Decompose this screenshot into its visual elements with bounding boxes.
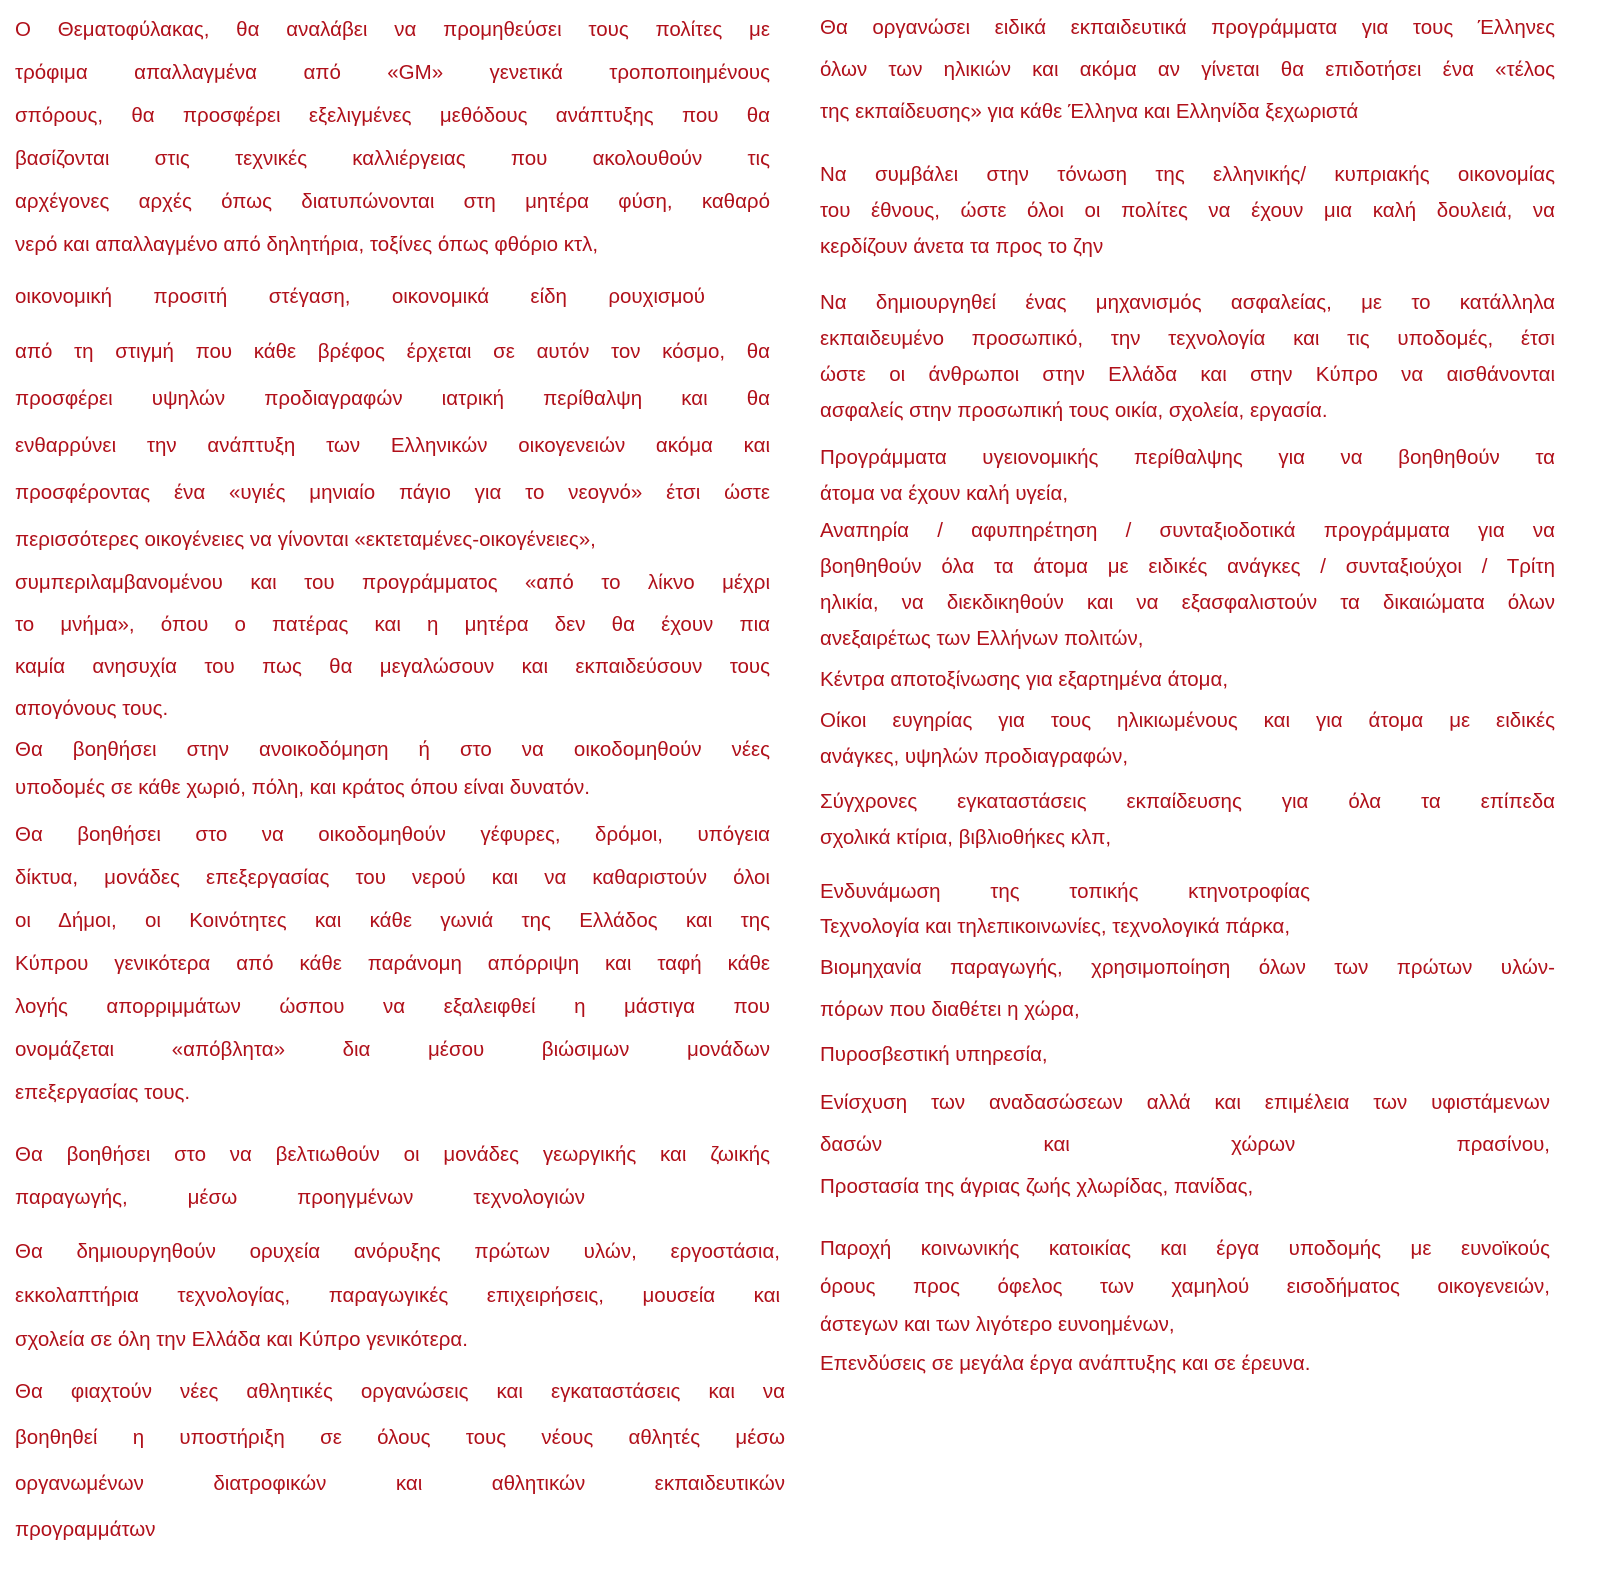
text-line: ονομάζεται «απόβλητα» δια μέσου βιώσιμων μονάδων xyxy=(15,1038,770,1061)
text-line: λογής απορριμμάτων ώσπου να εξαλειφθεί η μάστιγα που xyxy=(15,995,770,1018)
text-line: επεξεργασίας τους. xyxy=(15,1081,191,1104)
text-line: άτομα να έχουν καλή υγεία, xyxy=(820,482,1069,505)
text-line: Ο Θεματοφύλακας, θα αναλάβει να προμηθεύσει τους πολίτες με xyxy=(15,18,770,41)
text-line: προσφέροντας ένα «υγιές μηνιαίο πάγιο για το νεογνό» έτσι ώστε xyxy=(15,481,770,504)
text-line: βοηθηθεί η υποστήριξη σε όλους τους νέους αθλητές μέσω xyxy=(15,1426,785,1449)
text-line: νερό και απαλλαγμένο από δηλητήρια, τοξίνες όπως φθόριο κτλ, xyxy=(15,233,599,256)
text-line: Αναπηρία / αφυπηρέτηση / συνταξιοδοτικά προγράμματα για να xyxy=(820,519,1555,542)
text-line: σχολικά κτίρια, βιβλιοθήκες κλπ, xyxy=(820,826,1112,849)
text-line: ηλικία, να διεκδικηθούν και να εξασφαλιστούν τα δικαιώματα όλων xyxy=(820,591,1555,614)
text-line: Θα βοηθήσει στην ανοικοδόμηση ή στο να οικοδομηθούν νέες xyxy=(15,738,770,761)
text-line: εκκολαπτήρια τεχνολογίας, παραγωγικές επιχειρήσεις, μουσεία και xyxy=(15,1284,780,1307)
left-column xyxy=(15,0,785,1591)
text-line: ενθαρρύνει την ανάπτυξη των Ελληνικών οικογενειών ακόμα και xyxy=(15,434,770,457)
text-line: σχολεία σε όλη την Ελλάδα και Κύπρο γενικότερα. xyxy=(15,1328,468,1351)
text-line: καμία ανησυχία του πως θα μεγαλώσουν και εκπαιδεύσουν τους xyxy=(15,655,770,678)
text-line: δίκτυα, μονάδες επεξεργασίας του νερού και να καθαριστούν όλοι xyxy=(15,866,770,889)
text-line: Προστασία της άγριας ζωής χλωρίδας, πανίδας, xyxy=(820,1175,1254,1198)
text-line: ανάγκες, υψηλών προδιαγραφών, xyxy=(820,745,1129,768)
text-line: περισσότερες οικογένειες να γίνονται «εκτεταμένες-οικογένειες», xyxy=(15,528,596,551)
text-line: Βιομηχανία παραγωγής, χρησιμοποίηση όλων των πρώτων υλών- xyxy=(820,956,1555,979)
text-line: Επενδύσεις σε μεγάλα έργα ανάπτυξης και σε έρευνα. xyxy=(820,1352,1311,1375)
text-line: Οίκοι ευγηρίας για τους ηλικιωμένους και για άτομα με ειδικές xyxy=(820,709,1555,732)
text-line: βοηθηθούν όλα τα άτομα με ειδικές ανάγκες / συνταξιούχοι / Τρίτη xyxy=(820,555,1555,578)
text-line: προγραμμάτων xyxy=(15,1518,156,1541)
text-line: οι Δήμοι, οι Κοινότητες και κάθε γωνιά της Ελλάδος και της xyxy=(15,909,770,932)
text-line: Πυροσβεστική υπηρεσία, xyxy=(820,1043,1048,1066)
text-line: σπόρους, θα προσφέρει εξελιγμένες μεθόδους ανάπτυξης που θα xyxy=(15,104,770,127)
text-line: ανεξαιρέτως των Ελλήνων πολιτών, xyxy=(820,627,1144,650)
text-line: Παροχή κοινωνικής κατοικίας και έργα υποδομής με ευνοϊκούς xyxy=(820,1237,1550,1260)
text-line: Τεχνολογία και τηλεπικοινωνίες, τεχνολογικά πάρκα, xyxy=(820,915,1291,938)
text-line: το μνήμα», όπου ο πατέρας και η μητέρα δεν θα έχουν πια xyxy=(15,613,770,636)
text-line: όρους προς όφελος των χαμηλού εισοδήματος οικογενειών, xyxy=(820,1275,1550,1298)
text-line: δασών και χώρων πρασίνου, xyxy=(820,1133,1550,1156)
text-line: Να δημιουργηθεί ένας μηχανισμός ασφαλείας, με το κατάλληλα xyxy=(820,291,1555,314)
text-line: Θα δημιουργηθούν ορυχεία ανόρυξης πρώτων υλών, εργοστάσια, xyxy=(15,1240,780,1263)
text-line: κερδίζουν άνετα τα προς το ζην xyxy=(820,235,1104,258)
text-line: προσφέρει υψηλών προδιαγραφών ιατρική περίθαλψη και θα xyxy=(15,387,770,410)
text-line: συμπεριλαμβανομένου και του προγράμματος «από το λίκνο μέχρι xyxy=(15,571,770,594)
text-line: όλων των ηλικιών και ακόμα αν γίνεται θα επιδοτήσει ένα «τέλος xyxy=(820,58,1555,81)
text-line: Σύγχρονες εγκαταστάσεις εκπαίδευσης για όλα τα επίπεδα xyxy=(820,790,1555,813)
text-line: παραγωγής, μέσω προηγμένων τεχνολογιών xyxy=(15,1186,585,1209)
text-line: Να συμβάλει στην τόνωση της ελληνικής/ κυπριακής οικονομίας xyxy=(820,163,1555,186)
text-line: τρόφιμα απαλλαγμένα από «GM» γενετικά τροποποιημένους xyxy=(15,61,770,84)
text-line: Θα βοηθήσει στο να οικοδομηθούν γέφυρες, δρόμοι, υπόγεια xyxy=(15,823,770,846)
text-line: απογόνους τους. xyxy=(15,697,169,720)
text-line: Προγράμματα υγειονομικής περίθαλψης για να βοηθηθούν τα xyxy=(820,446,1555,469)
text-line: Ενίσχυση των αναδασώσεων αλλά και επιμέλεια των υφιστάμενων xyxy=(820,1091,1550,1114)
text-line: αρχέγονες αρχές όπως διατυπώνονται στη μητέρα φύση, καθαρό xyxy=(15,190,770,213)
text-line: ώστε οι άνθρωποι στην Ελλάδα και στην Κύπρο να αισθάνονται xyxy=(820,363,1555,386)
text-line: Κύπρου γενικότερα από κάθε παράνομη απόρριψη και ταφή κάθε xyxy=(15,952,770,975)
text-line: της εκπαίδευσης» για κάθε Έλληνα και Ελληνίδα ξεχωριστά xyxy=(820,100,1359,123)
text-line: Κέντρα αποτοξίνωσης για εξαρτημένα άτομα, xyxy=(820,668,1229,691)
text-line: εκπαιδευμένο προσωπικό, την τεχνολογία και τις υποδομές, έτσι xyxy=(820,327,1555,350)
text-line: Ενδυνάμωση της τοπικής κτηνοτροφίας xyxy=(820,880,1310,903)
text-line: βασίζονται στις τεχνικές καλλιέργειας που ακολουθούν τις xyxy=(15,147,770,170)
text-line: ασφαλείς στην προσωπική τους οικία, σχολεία, εργασία. xyxy=(820,399,1328,422)
text-line: Θα οργανώσει ειδικά εκπαιδευτικά προγράμματα για τους Έλληνες xyxy=(820,16,1555,39)
text-line: από τη στιγμή που κάθε βρέφος έρχεται σε αυτόν τον κόσμο, θα xyxy=(15,340,770,363)
right-column xyxy=(820,0,1560,1591)
text-line: οικονομική προσιτή στέγαση, οικονομικά είδη ρουχισμού xyxy=(15,285,705,308)
text-line: Θα φιαχτούν νέες αθλητικές οργανώσεις και εγκαταστάσεις και να xyxy=(15,1380,785,1403)
text-line: άστεγων και των λιγότερο ευνοημένων, xyxy=(820,1313,1175,1336)
text-line: του έθνους, ώστε όλοι οι πολίτες να έχουν μια καλή δουλειά, να xyxy=(820,199,1555,222)
text-line: πόρων που διαθέτει η χώρα, xyxy=(820,998,1080,1021)
text-line: Θα βοηθήσει στο να βελτιωθούν οι μονάδες γεωργικής και ζωικής xyxy=(15,1143,770,1166)
text-line: οργανωμένων διατροφικών και αθλητικών εκπαιδευτικών xyxy=(15,1472,785,1495)
text-line: υποδομές σε κάθε χωριό, πόλη, και κράτος όπου είναι δυνατόν. xyxy=(15,776,590,799)
